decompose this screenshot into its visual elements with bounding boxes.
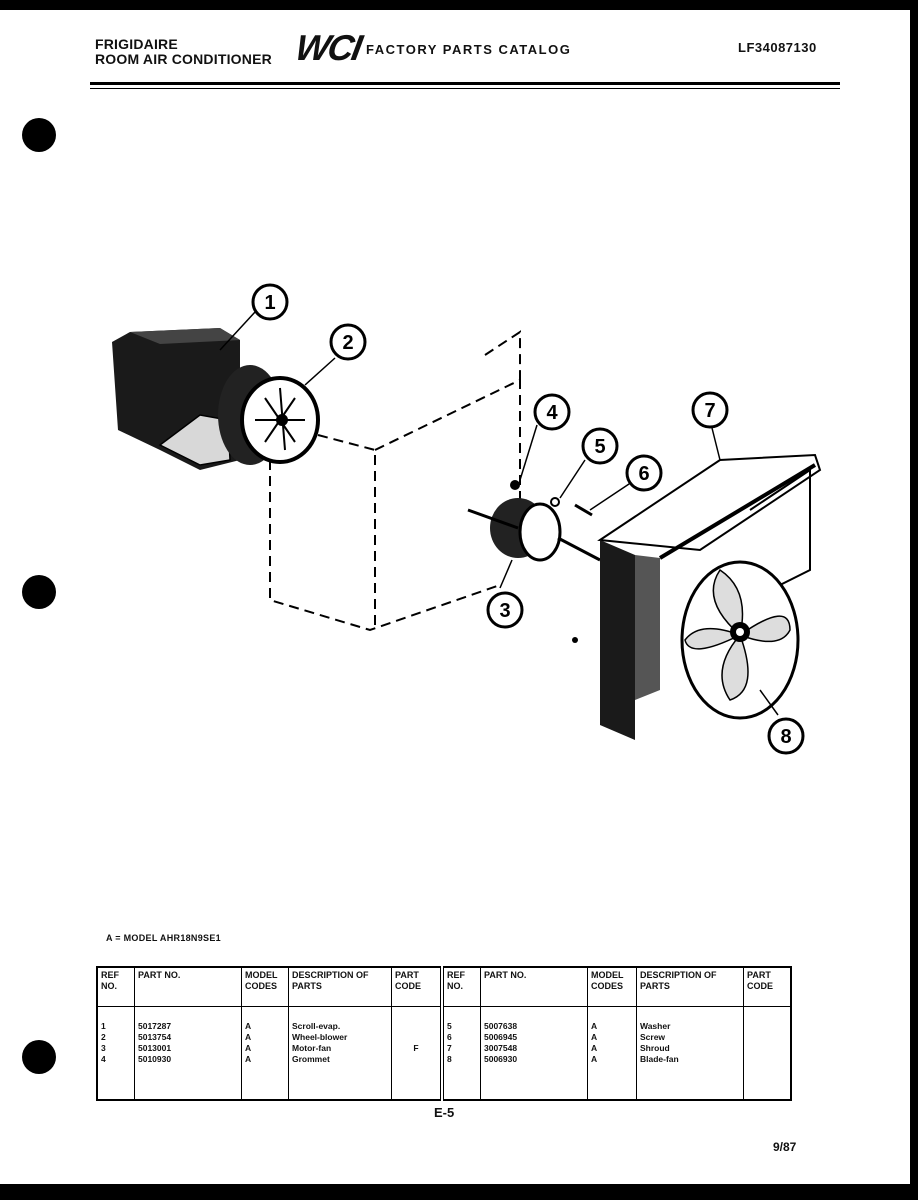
col-description: DESCRIPTION OF PARTS — [637, 967, 744, 1007]
callout-1 — [253, 285, 287, 319]
binder-hole — [22, 118, 56, 152]
ref-cell: 5 6 7 8 — [442, 1007, 481, 1101]
col-model-codes: MODEL CODES — [588, 967, 637, 1007]
fan-motor — [468, 480, 600, 643]
scan-border-bottom — [0, 1184, 918, 1200]
svg-text:2: 2 — [342, 332, 354, 354]
part-cell: 5017287 5013754 5013001 5010930 — [135, 1007, 242, 1101]
binder-hole — [22, 1040, 56, 1074]
code-cell: F — [392, 1007, 443, 1101]
part-cell: 5007638 5006945 3007548 5006930 — [481, 1007, 588, 1101]
parts-table — [96, 966, 792, 1101]
wci-logo: WCI — [292, 27, 364, 68]
brand-block — [95, 37, 272, 67]
fan-blade — [682, 562, 798, 718]
callout-8 — [769, 719, 803, 753]
model-legend: A = MODEL AHR18N9SE1 — [106, 933, 221, 943]
page-number: E-5 — [434, 1105, 455, 1120]
table-header-row — [97, 967, 791, 1007]
col-model-codes: MODEL CODES — [242, 967, 289, 1007]
col-part-code: PART CODE — [392, 967, 443, 1007]
model-cell: A A A A — [242, 1007, 289, 1101]
description-cell: Washer Screw Shroud Blade-fan — [637, 1007, 744, 1101]
col-part-code: PART CODE — [744, 967, 792, 1007]
col-description: DESCRIPTION OF PARTS — [289, 967, 392, 1007]
header-rule-thick — [90, 82, 840, 85]
svg-text:8: 8 — [780, 726, 792, 748]
col-part-no: PART NO. — [135, 967, 242, 1007]
col-part-no: PART NO. — [481, 967, 588, 1007]
svg-text:1: 1 — [264, 292, 276, 314]
svg-text:3: 3 — [499, 600, 511, 622]
ref-cell: 1 2 3 4 — [97, 1007, 135, 1101]
exploded-parts-diagram — [100, 270, 840, 770]
code-cell — [744, 1007, 792, 1101]
callout-2 — [331, 325, 365, 359]
catalog-title: FACTORY PARTS CATALOG — [366, 42, 572, 57]
scan-border-top — [0, 0, 918, 10]
blower-wheel — [218, 365, 318, 465]
scan-border-right — [910, 0, 918, 1200]
binder-hole — [22, 575, 56, 609]
cabinet-outline — [270, 332, 520, 630]
svg-text:5: 5 — [594, 436, 606, 458]
svg-text:4: 4 — [546, 402, 558, 424]
brand-line-1: FRIGIDAIRE — [95, 36, 178, 52]
model-cell: A A A A — [588, 1007, 637, 1101]
table-row — [97, 1007, 791, 1101]
col-ref-no: REF NO. — [97, 967, 135, 1007]
catalog-reference: LF34087130 — [738, 40, 817, 55]
callout-4 — [535, 395, 569, 429]
svg-text:7: 7 — [704, 400, 716, 422]
callout-6 — [627, 456, 661, 490]
callout-3 — [488, 593, 522, 627]
callout-7 — [693, 393, 727, 427]
callout-5 — [583, 429, 617, 463]
brand-line-2: ROOM AIR CONDITIONER — [95, 51, 272, 67]
description-cell: Scroll-evap. Wheel-blower Motor-fan Grommet — [289, 1007, 392, 1101]
header-rule-thin — [90, 88, 840, 89]
svg-text:6: 6 — [638, 463, 650, 485]
revision-date: 9/87 — [773, 1140, 797, 1154]
col-ref-no: REF NO. — [442, 967, 481, 1007]
